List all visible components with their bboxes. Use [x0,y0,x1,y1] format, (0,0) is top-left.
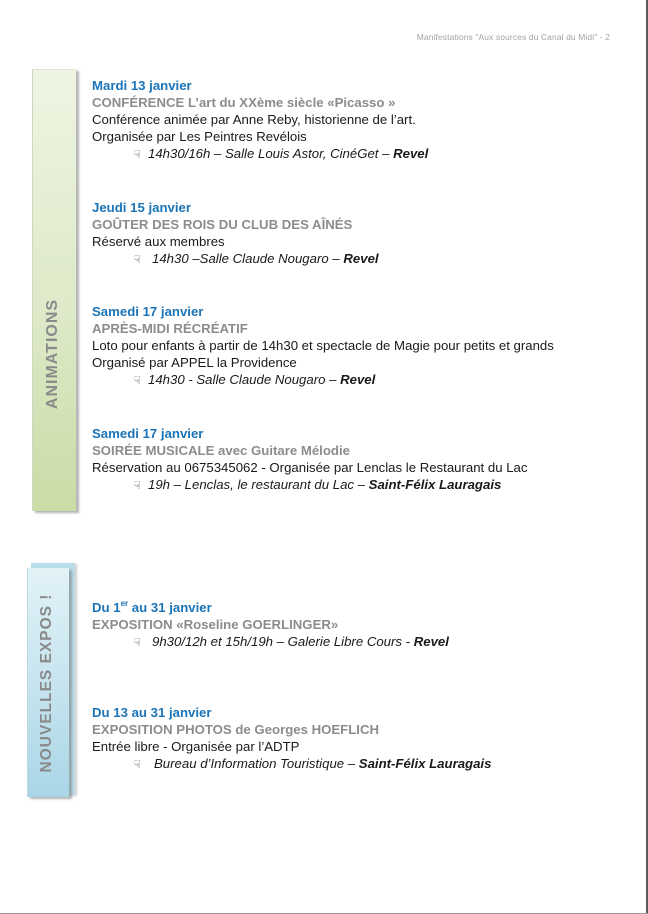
event-title: CONFÉRENCE L’art du XXème siècle «Picasso » [92,95,396,110]
event-title: APRÈS-MIDI RÉCRÉATIF [92,321,248,336]
event-date [92,599,622,616]
event-town: Revel [393,146,429,161]
event-item [92,599,622,652]
event-location [92,476,622,495]
event-town: Saint-Félix Lauragais [368,477,502,492]
event-item [92,303,622,390]
event-time-venue: 14h30/16h – Salle Louis Astor, CinéGet – [148,146,394,161]
event-title: EXPOSITION PHOTOS de Georges HOEFLICH [92,722,380,737]
page-header: Manifestations "Aux sources du Canal du Midi" - 2 [416,32,610,42]
event-date: Mardi 13 janvier [92,78,192,93]
event-location [92,755,622,774]
pointing-hand-icon: ☟ [134,375,141,387]
event-town: Revel [340,372,376,387]
event-description: Loto pour enfants à partir de 14h30 et spectacle de Magie pour petits et grands [92,338,554,353]
event-date-start: Du 1 [92,600,121,615]
event-date: Samedi 17 janvier [92,304,204,319]
pointing-hand-icon: ☟ [134,759,141,771]
animations-tab [32,69,76,511]
event-description: Réservé aux membres [92,234,225,249]
event-location [92,371,622,390]
event-organizer: Organisé par APPEL la Providence [92,355,297,370]
event-location [92,633,622,652]
event-organizer: Organisée par Les Peintres Revélois [92,129,307,144]
event-date: Jeudi 15 janvier [92,200,191,215]
event-title: SOIRÉE MUSICALE avec Guitare Mélodie [92,443,350,458]
event-time-venue: Bureau d’Information Touristique – [154,756,359,771]
event-time-venue: 19h – Lenclas, le restaurant du Lac – [148,477,369,492]
event-time-venue: 14h30 –Salle Claude Nougaro – [152,251,344,266]
event-location [92,250,622,269]
event-item [92,199,622,269]
event-item [92,425,622,495]
event-location [92,145,622,164]
event-date-ordinal: er [120,599,129,608]
pointing-hand-icon: ☟ [134,149,141,161]
pointing-hand-icon: ☟ [134,637,141,649]
event-date: Samedi 17 janvier [92,426,204,441]
event-date-end: au 31 janvier [128,600,212,615]
event-description: Entrée libre - Organisée par l’ADTP [92,739,300,754]
event-description: Conférence animée par Anne Reby, historienne de l’art. [92,112,416,127]
pointing-hand-icon: ☟ [134,254,141,266]
event-date: Du 13 au 31 janvier [92,705,212,720]
event-description: Réservation au 0675345062 - Organisée par Lenclas le Restaurant du Lac [92,460,528,475]
event-town: Saint-Félix Lauragais [358,756,492,771]
event-item [92,77,622,164]
pointing-hand-icon: ☟ [134,480,141,492]
expos-tab-label: NOUVELLES EXPOS ! [38,593,55,773]
event-title: EXPOSITION «Roseline GOERLINGER» [92,617,339,632]
event-town: Revel [413,634,449,649]
event-time-venue: 14h30 - Salle Claude Nougaro – [148,372,341,387]
event-title: GOÛTER DES ROIS DU CLUB DES AÎNÉS [92,217,353,232]
event-item [92,704,622,774]
event-time-venue: 9h30/12h et 15h/19h – Galerie Libre Cours - [152,634,414,649]
animations-tab-label: ANIMATIONS [44,298,61,410]
expos-tab [27,568,69,797]
event-town: Revel [343,251,379,266]
